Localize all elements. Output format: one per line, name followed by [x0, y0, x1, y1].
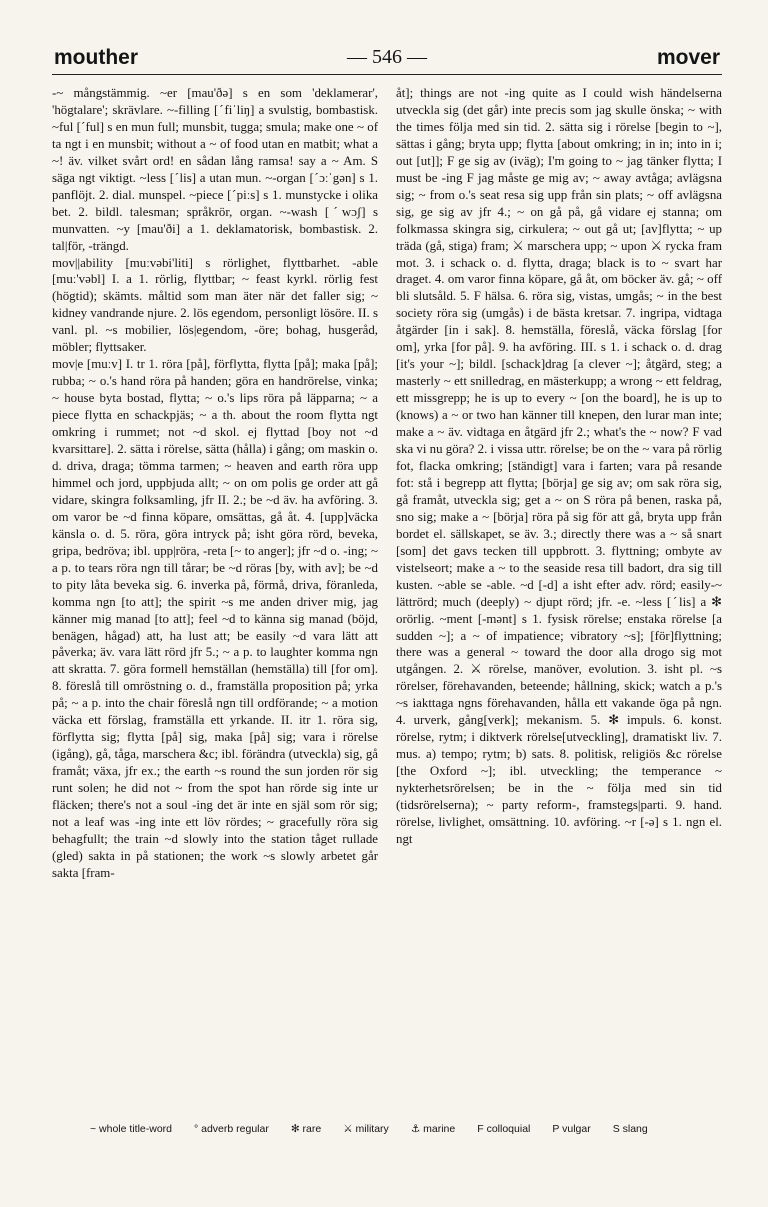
left-guide-word: mouther [54, 46, 138, 69]
page-number: — 546 — [347, 46, 427, 68]
entry-mouther-compounds: -~ mångstämmig. ~er [mau'ðə] s en som 'deklamerar', 'högtalare'; skrävlare. ~-filling [ˊfiˈliŋ] a svulstig, bombastisk. ~ful [ˊful] s en mun full; munsbit, tugga; smula; make one ~ of ta ngt i en munsbit; without a ~ of food utan en matbit; what a ~! äv. vilket svårt ord! en sådan lång ramsa! say a ~ Am. S säga ngt viktigt. ~less [ˊlis] a utan mun. ~-organ [ˊɔːˈgən] s 1. panflöjt. 2. dial. munspel. ~piece [ˊpiːs] s 1. munstycke i olika bet. 2. bildl. talesman; språkrör, organ. ~-wash [ˊwɔʃ] s munvatten. ~y [mau'ði] a 1. deklamatorisk, bombastisk. 2. tal|för, -trängd. [52, 86, 378, 253]
abbreviation-legend [90, 1123, 728, 1135]
entry-columns [52, 85, 722, 1119]
legend-military: ⚔ military [343, 1123, 389, 1135]
entry-movability: mov||ability [muːvəbi'liti] s rörlighet, flyttbarhet. -able [muː'vəbl] I. a 1. rörlig, flyttbar; ~ feast kyrkl. rörlig fest (högtid); skämts. måltid som man äter när det faller sig; ~ kidney vandrande njure. 2. lös egendom, personligt lösöre. II. s vanl. pl. ~s mobilier, lös|egendom, -öre; bohag, husgeråd, möbler; flyttsaker. [52, 255, 378, 355]
left-column [52, 85, 378, 1119]
right-column [396, 85, 722, 1119]
legend-vulgar: P vulgar [552, 1123, 591, 1135]
legend-colloquial: F colloquial [477, 1123, 531, 1135]
legend-rare: ✻ rare [290, 1123, 322, 1135]
entry-move: mov|e [muːv] I. tr 1. röra [på], förflytta, flytta [på]; maka [på]; rubba; ~ o.'s hand röra på handen; göra en handrörelse, vinka; ~ house byta bostad, flytta; ~ o.'s lips röra på läpparna; ~ a piece flytta en schackpjäs; ~ a th. about the room flytta ngt omkring i rummet; not ~d skol. ej flyttad [boy not ~d kvarsittare]. 2. sätta i rörelse, sätta (hålla) i gång; om maskin o. d. driva, draga; tömma tarmen; ~ heaven and earth röra upp himmel och jord, uppbjuda allt; ~ on om polis ge order att gå vidare, skingra folksamling, jfr II. 2.; be ~d äv. ha avföring. 3. om varor be ~d finna köpare, omsättas, gå åt. 4. [upp]väcka känsla o. d. 5. röra, göra intryck på; isht göra rörd, beveka, gripa, bedröva; ibl. upp|röra, -reta [~ to anger]; jfr ~d o. -ing; ~ a p. to tears röra ngn till tårar; be ~d röras [by, with av]; be ~d to pity låta beveka sig. 6. inverka på, förmå, driva, föranleda, komma ngn [to att]; the spirit ~s me anden driver mig, jag känner mig manad [to att]; feel ~d to känna sig manad (böjd, benägen, hågad) att, ha lust att; be easily ~d vara lätt att påverka; äv. vara lätt rörd jfr 5.; ~ a p. to laughter komma ngn att skratta. 7. göra formell hemställan (hemställa) till [for om]. 8. föreslå till omröstning o. d., framställa proposition på; yrka på; ~ a p. into the chair föreslå ngn till ordförande; ~ a motion väcka ett förslag, framställa ett yrkande. II. itr 1. röra sig, förflytta sig; flytta [på] sig, maka [på] sig; vara i rörelse (igång), gå, tåga, marschera &c; ibl. förändra (utveckla) sig, gå framåt; växa, jfr ex.; the earth ~s round the sun jorden rör sig runt solen; he did not ~ from the spot han rörde sig inte ur fläcken; there's not a soul -ing det är inte en själ som rör sig; not a leaf was -ing inte ett löv rördes; ~ gracefully röra sig behagfullt; the train ~d slowly into the station tåget rullade (gled) sakta in på stationen; the work ~s slowly arbetet går sakta [fram- [52, 357, 378, 880]
legend-title-word: ~ whole title-word [90, 1123, 172, 1135]
entry-move-continued: åt]; things are not -ing quite as I could wish händelserna utveckla sig (det går) inte precis som jag skulle önska; ~ with the times följa med sin tid. 2. sätta sig i rörelse [begin to ~], sättas i gång; bryta upp; flytta [about omkring; in in; into in i; out [ut]]; F ge sig av (iväg); I'm going to ~ jag tänker flytta; I must be -ing F jag måste ge mig av; ~ away avtåga; avlägsna sig; ~ from o.'s seat resa sig upp från sin plats; ~ off avlägsna sig, ge sig av jfr 4.; ~ on gå på, gå vidare ej stanna; om folkmassa skingra sig, cirkulera; ~ out gå ut; [av]flytta; ~ up träda (gå, stiga) fram; ⚔ marschera upp; ~ upon ⚔ rycka fram mot. 3. i schack o. d. flytta, draga; black is to ~ svart har draget. 4. om varor finna köpare, gå åt, om böcker äv. gå; ~ off bli slutsåld. 5. F hälsa. 6. röra sig, vistas, umgås; ~ in the best society röra sig (umgås) i de bästa kretsar. 7. ingripa, vidtaga åtgärder [in i sak]. 8. hemställa, föreslå, väcka förslag [for om], yrka [for på]. 9. ha avföring. III. s 1. i schack o. d. drag [it's your ~]; bildl. [schack]drag [a clever ~]; åtgärd, steg; a masterly ~ ett snilledrag, en mästerkupp; a wrong ~ ett feldrag, ett missgrepp; he is up to every ~ [on the board], he is up to (knows) a ~ or two han känner till knepen, den lurar man inte; make a ~ äv. vidtaga en åtgärd jfr 2.; what's the ~ now? F vad ska vi nu göra? 2. i vissa uttr. rörelse; be on the ~ vara på rörlig fot, flacka omkring; [ständigt] vara i farten; vara på resande fot: stå i begrepp att flytta; [börja] ge sig av; om sak röra sig, gå framåt, utveckla sig; get a ~ on S röra på benen, raska på, sno sig; make a ~ [börja] röra på sig för att gå, bryta upp från bordet el. sällskapet, se äv. 3.; directly there was a ~ så snart [som] det gavs tecken till uppbrott. 3. flyttning; ombyte av vistelseort; make a ~ to the seaside resa till badort, dra sig till kusten. ~able se -able. ~d [-d] a isht efter adv. rörd; easily-~ lättrörd; much (deeply) ~ djupt rörd; jfr. -e. ~less [ˊlis] a ✻ orörlig. ~ment [-mənt] s 1. fysisk rörelse; enstaka rörelse [a sudden ~]; a ~ of impatience; vibratory ~s]; [för]flyttning; there was a general ~ toward the door alla drogo sig mot utgången. 2. ⚔ rörelse, manöver, evolution. 3. isht pl. ~s rörelser, förehavanden, beteende; hållning, skick; watch a p.'s ~s iakttaga ngns förehavanden, hålla ett vakande öga på ngn. 4. urverk, gång[verk]; mekanism. 5. ✻ impuls. 6. konst. rörelse, rytm; i diktverk rörelse[utveckling], dramatiskt liv. 7. mus. a) tempo; rytm; b) sats. 8. politisk, religiös &c rörelse [the Oxford ~]; ibl. utveckling; the temperance ~ nykterhetsrörelsen; be in the ~ följa med sin tid (tidsrörelserna); ~ party reform-, framstegs|parti. 9. hand. rörelse, livlighet, omsättning. 10. avföring. ~r [-ə] s 1. ngn el. ngt [396, 86, 722, 846]
right-guide-word: mover [656, 46, 720, 69]
page-header [52, 40, 722, 75]
legend-adverb-regular: ° adverb regular [194, 1123, 269, 1135]
legend-slang: S slang [612, 1123, 648, 1135]
legend-marine: ⚓ marine [410, 1123, 456, 1135]
